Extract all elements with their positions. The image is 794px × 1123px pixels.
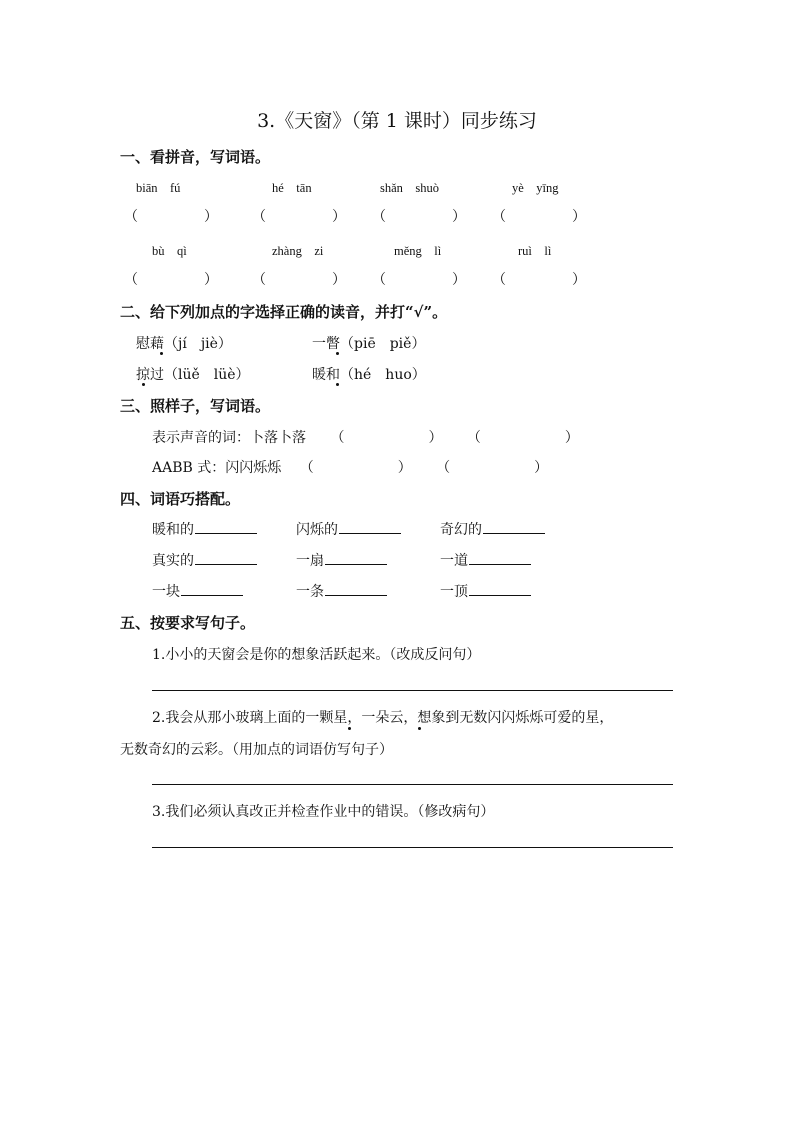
match-item-5: 一扇 bbox=[296, 550, 387, 570]
page-title: 3.《天窗》（第 1 课时）同步练习 bbox=[257, 110, 537, 132]
aabb-words-line: AABB 式：闪闪烁烁 （ ） （ ） bbox=[152, 460, 549, 476]
match-item-4: 真实的 bbox=[152, 550, 257, 570]
emphasis-dot bbox=[142, 383, 145, 386]
match-item-3: 奇幻的 bbox=[440, 519, 545, 539]
answer-paren-5: （ ） bbox=[124, 272, 218, 288]
answer-paren-2: （ ） bbox=[252, 209, 346, 225]
section-4-heading: 四、词语巧搭配。 bbox=[120, 490, 241, 508]
emphasis-dot bbox=[418, 727, 421, 730]
section-3-heading: 三、照样子，写词语。 bbox=[120, 397, 271, 415]
match-item-6: 一道 bbox=[440, 550, 531, 570]
sound-words-line: 表示声音的词：卜落卜落 （ ） （ ） bbox=[152, 430, 579, 446]
pinyin-6: zhàng zi bbox=[272, 244, 324, 258]
reading-item-3: 掠过（lüě lüè） bbox=[136, 367, 250, 383]
sentence-question-2-line-2: 无数奇幻的云彩。（用加点的词语仿写句子） bbox=[120, 742, 393, 758]
answer-paren-4: （ ） bbox=[492, 209, 586, 225]
section-1-heading: 一、看拼音，写词语。 bbox=[120, 148, 271, 166]
answer-line-2 bbox=[152, 784, 673, 785]
section-5-heading: 五、按要求写句子。 bbox=[120, 614, 256, 632]
match-item-8: 一条 bbox=[296, 581, 387, 601]
emphasis-dot bbox=[348, 727, 351, 730]
answer-paren-3: （ ） bbox=[372, 209, 466, 225]
answer-paren-6: （ ） bbox=[252, 272, 346, 288]
answer-line-3 bbox=[152, 847, 673, 848]
answer-paren-8: （ ） bbox=[492, 272, 586, 288]
pinyin-3: shǎn shuò bbox=[380, 181, 440, 195]
pinyin-2: hé tān bbox=[272, 181, 312, 195]
match-item-7: 一块 bbox=[152, 581, 243, 601]
pinyin-8: ruì lì bbox=[518, 244, 552, 258]
section-2-heading: 二、给下列加点的字选择正确的读音，并打“√”。 bbox=[120, 303, 448, 321]
pinyin-4: yè yīng bbox=[512, 181, 559, 195]
emphasis-dot bbox=[336, 383, 339, 386]
reading-item-1: 慰藉（jí jiè） bbox=[136, 336, 232, 352]
sentence-question-1: 1.小小的天窗会是你的想象活跃起来。（改成反问句） bbox=[152, 647, 481, 663]
reading-item-4: 暖和（hé huo） bbox=[312, 367, 426, 383]
answer-paren-7: （ ） bbox=[372, 272, 466, 288]
pinyin-7: měng lì bbox=[394, 244, 442, 258]
pinyin-5: bù qì bbox=[152, 244, 187, 258]
match-item-2: 闪烁的 bbox=[296, 519, 401, 539]
match-item-9: 一顶 bbox=[440, 581, 531, 601]
reading-item-2: 一瞥（piē piě） bbox=[312, 336, 426, 352]
sentence-question-3: 3.我们必须认真改正并检查作业中的错误。（修改病句） bbox=[152, 804, 495, 820]
answer-line-1 bbox=[152, 690, 673, 691]
answer-paren-1: （ ） bbox=[124, 209, 218, 225]
match-item-1: 暖和的 bbox=[152, 519, 257, 539]
pinyin-1: biān fú bbox=[136, 181, 181, 195]
sentence-question-2-line-1: 2.我会从那小玻璃上面的一颗星，一朵云，想象到无数闪闪烁烁可爱的星， bbox=[152, 710, 614, 726]
emphasis-dot bbox=[336, 352, 339, 355]
emphasis-dot bbox=[160, 352, 163, 355]
